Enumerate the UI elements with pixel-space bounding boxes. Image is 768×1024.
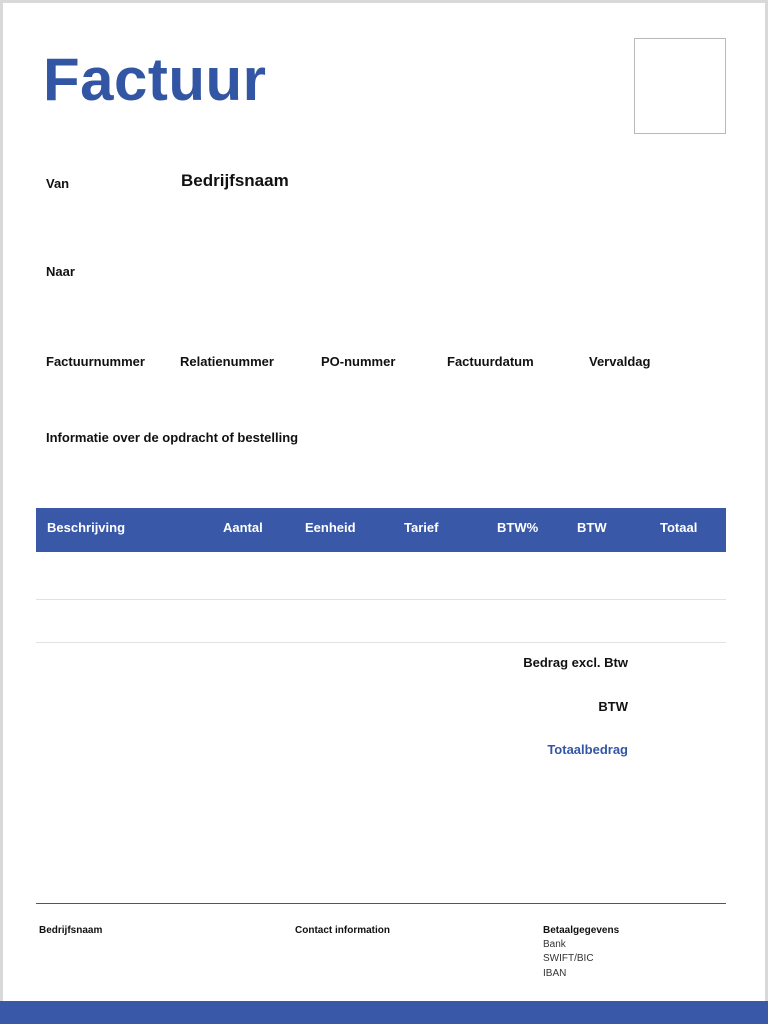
column-vat: BTW <box>577 520 607 535</box>
column-rate: Tarief <box>404 520 439 535</box>
footer-payment-swift: SWIFT/BIC <box>543 953 594 964</box>
subtotal-label: Bedrag excl. Btw <box>523 655 628 670</box>
customer-number-label: Relatienummer <box>180 354 274 369</box>
company-name: Bedrijfsnaam <box>181 171 289 190</box>
column-vat-percent: BTW% <box>497 520 539 535</box>
logo-placeholder[interactable] <box>634 38 726 134</box>
footer-payment-label: Betaalgegevens <box>543 925 620 936</box>
column-description: Beschrijving <box>47 520 126 535</box>
to-label: Naar <box>46 264 75 279</box>
column-quantity: Aantal <box>223 520 263 535</box>
vat-label: BTW <box>598 699 628 714</box>
footer-contact-information: Contact information <box>295 925 390 936</box>
invoice-number-label: Factuurnummer <box>46 354 145 369</box>
total-amount-label: Totaalbedrag <box>547 742 628 757</box>
footer-company-name: Bedrijfsnaam <box>39 925 103 936</box>
footer-divider <box>36 903 726 904</box>
table-row-divider <box>36 599 726 600</box>
items-table-header <box>36 508 726 552</box>
column-total: Totaal <box>660 520 698 535</box>
invoice-date-label: Factuurdatum <box>447 354 534 369</box>
column-unit: Eenheid <box>305 520 356 535</box>
due-date-label: Vervaldag <box>589 354 651 369</box>
po-number-label: PO-nummer <box>321 354 396 369</box>
footer-payment-iban: IBAN <box>543 968 567 979</box>
footer-payment-bank: Bank <box>543 939 566 950</box>
table-row-divider <box>36 642 726 643</box>
from-label: Van <box>46 176 70 191</box>
document-title: Factuur <box>43 46 267 113</box>
footer-band <box>0 1001 768 1024</box>
order-info-label: Informatie over de opdracht of bestelling <box>46 430 299 445</box>
